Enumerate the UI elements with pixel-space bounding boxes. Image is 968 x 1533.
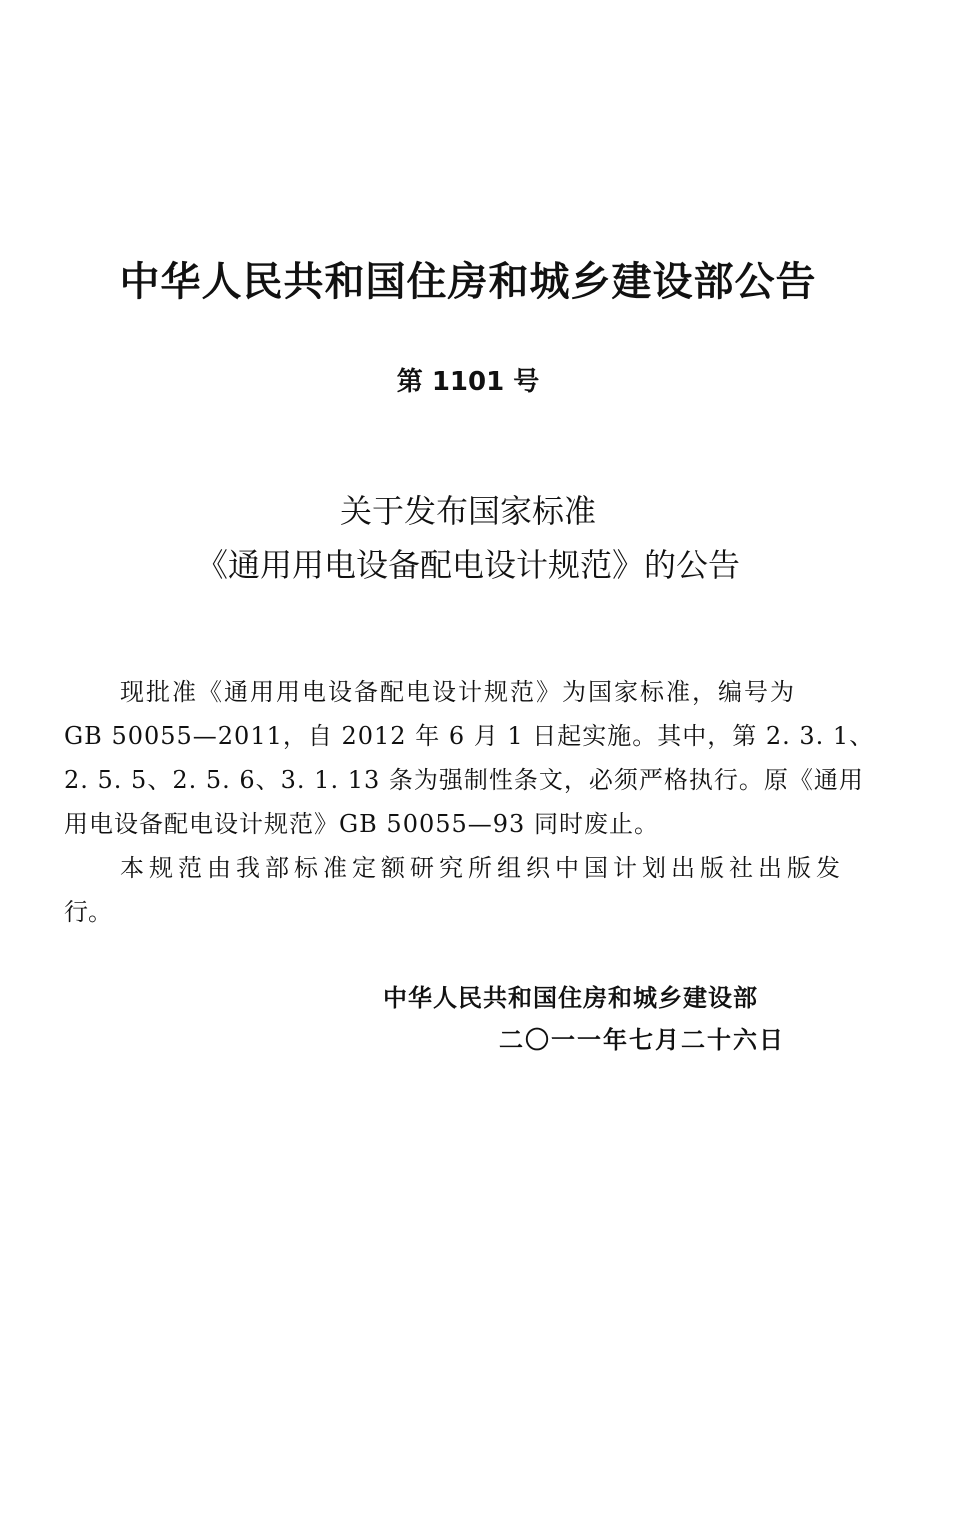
issue-date: 二〇一一年七月二十六日 xyxy=(499,1026,785,1054)
subtitle-line-2: 《通用用电设备配电设计规范》的公告 xyxy=(195,546,740,584)
subtitle-line-1: 关于发布国家标准 xyxy=(339,492,596,530)
announcement-title: 中华人民共和国住房和城乡建设部公告 xyxy=(119,259,817,305)
issuer-signature: 中华人民共和国住房和城乡建设部 xyxy=(383,984,758,1012)
body-line-6: 行。 xyxy=(64,898,112,926)
body-line-4: 用电设备配电设计规范》GB 50055—93 同时废止。 xyxy=(64,810,659,838)
body-line-5: 本规范由我部标准定额研究所组织中国计划出版社出版发 xyxy=(120,854,845,882)
announcement-number: 第 1101 号 xyxy=(396,367,540,397)
body-line-3: 2. 5. 5、2. 5. 6、3. 1. 13 条为强制性条文，必须严格执行。原《通用 xyxy=(64,766,864,794)
body-line-1: 现批准《通用用电设备配电设计规范》为国家标准，编号为 xyxy=(120,678,796,706)
body-line-2: GB 50055—2011，自 2012 年 6 月 1 日起实施。其中，第 2. 3. 1、 xyxy=(64,722,875,750)
